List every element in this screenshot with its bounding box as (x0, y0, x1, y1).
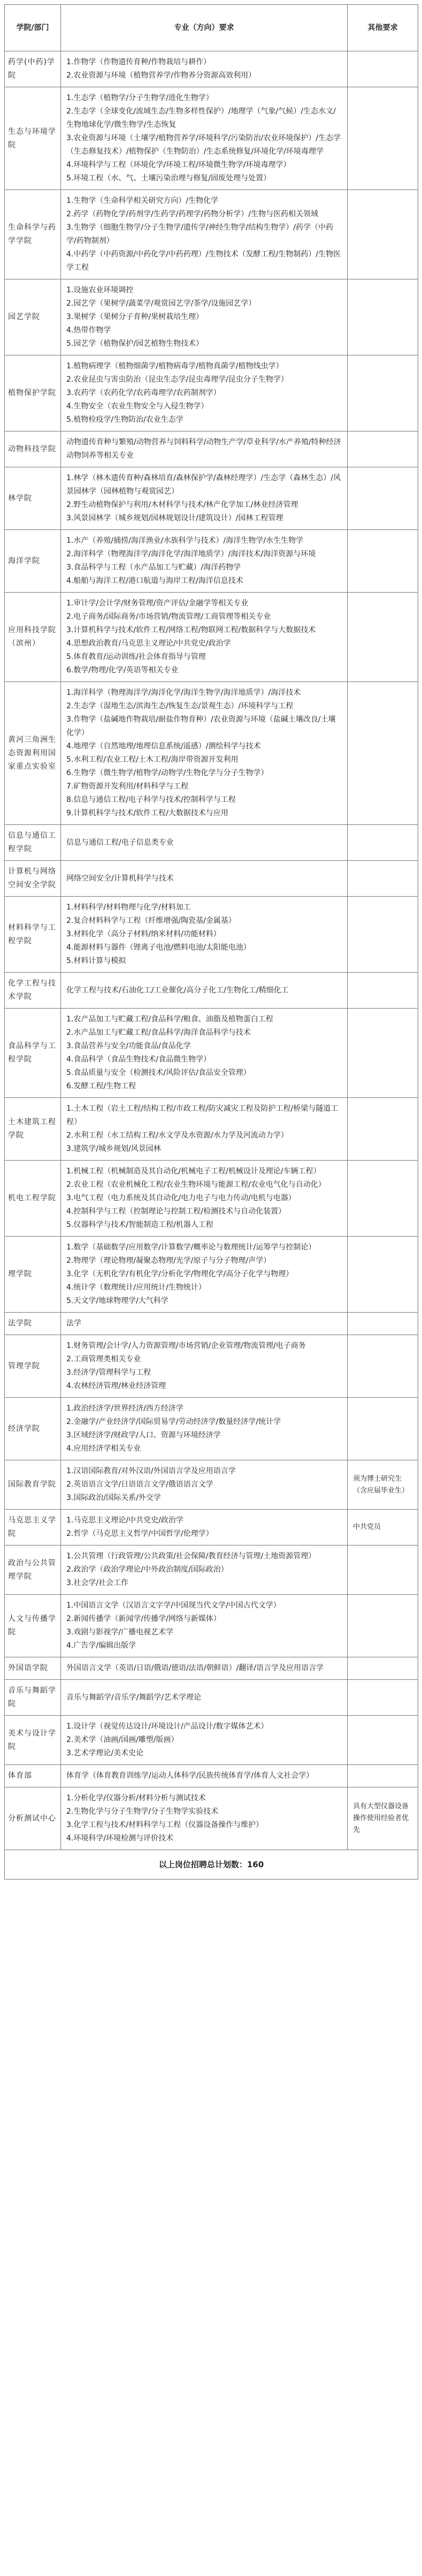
table-row (5, 1009, 418, 1098)
requirement-item: 3.风景园林学（城乡规划/园林规划设计/建筑设计）/园林工程管理 (66, 514, 283, 522)
requirement-item: 3.区域经济学/财政学/人口、资源与环境经济学 (66, 1431, 221, 1439)
requirements-cell (61, 1335, 348, 1398)
requirement-item: 5.植物检疫学/生物防治/农业生态学 (66, 415, 183, 424)
table-row (5, 1545, 418, 1595)
requirement-item: 3.食品营养与安全/功能食品/食品化学 (66, 1042, 191, 1050)
department-cell: 园艺学院 (5, 279, 61, 355)
other-requirements-cell (348, 279, 418, 355)
other-requirements-cell (348, 1161, 418, 1237)
other-requirements-cell (348, 1765, 418, 1787)
other-requirements-cell (348, 682, 418, 825)
department-cell: 应用科技学院（滨州） (5, 593, 61, 682)
requirement-item: 3.生物学（细胞生物学/分子生物学/遗传学/神经生物学/结构生物学）/药学（中药学/药物制剂） (66, 223, 333, 245)
table-row (5, 1765, 418, 1787)
header-other-requirements: 其他要求 (348, 5, 418, 51)
recruitment-table (4, 4, 418, 1880)
requirement-item: 外国语言文学（英语/日语/俄语/德语/法语/朝鲜语）/翻译/语言学及应用语言学 (66, 1664, 324, 1672)
table-row (5, 431, 418, 467)
requirement-item: 3.化学工程与技术/材料科学与工程（仪器设备操作与维护） (66, 1821, 264, 1829)
requirement-item: 1.数学（基础数学/应用数学/计算数学/概率论与数理统计/运筹学与控制论） (66, 1243, 316, 1252)
table-row (5, 355, 418, 431)
requirement-item: 2.水利工程（水工结构工程/水文学及水资源/水力学及河流动力学） (66, 1131, 288, 1140)
requirement-item: 3.经济学/管理科学与工程 (66, 1368, 151, 1377)
other-requirements-cell (348, 897, 418, 973)
requirements-cell (61, 1680, 348, 1716)
department-cell: 机电工程学院 (5, 1161, 61, 1237)
other-requirements-cell (348, 825, 418, 861)
table-row (5, 593, 418, 682)
requirement-item: 4.农林经济管理/林业经济管理 (66, 1382, 166, 1390)
requirements-cell (61, 593, 348, 682)
header-department: 学院/部门 (5, 5, 61, 51)
department-cell: 人文与传播学院 (5, 1595, 61, 1657)
requirements-cell (61, 682, 348, 825)
requirements-cell (61, 1787, 348, 1850)
requirement-item: 3.戏剧与影视学/广播电视艺术学 (66, 1628, 174, 1636)
table-row (5, 467, 418, 530)
table-row (5, 1335, 418, 1398)
department-cell: 药学(中药)学院 (5, 51, 61, 87)
requirement-item: 2.农业资源与环境（植物营养学/作物养分资源高效利用） (66, 71, 256, 80)
requirement-item: 3.化学（无机化学/有机化学/分析化学/物理化学/高分子化学与物理） (66, 1270, 294, 1278)
requirement-item: 8.信息与通信工程/电子科学与技术/控制科学与工程 (66, 795, 236, 804)
requirement-item: 5.仪器科学与技术/智能制造工程/机器人工程 (66, 1221, 213, 1229)
table-row (5, 1398, 418, 1460)
requirement-item: 5.体育教育/运动训练/社会体育指导与管理 (66, 653, 206, 661)
requirement-item: 1.作物学（作物遗传育种/作物栽培与耕作） (66, 58, 211, 66)
requirement-item: 3.艺术学理论/美术史论 (66, 1749, 144, 1757)
requirement-item: 2.物理学（理论物理/凝聚态物理/光学/原子与分子物理/声学） (66, 1256, 271, 1265)
requirement-item: 5.环境工程（水、气、土壤污染治理与修复/固废处理与处置） (66, 174, 271, 183)
requirement-item: 1.公共管理（行政管理/公共政策/社会保障/教育经济与管理/土地资源管理） (66, 1552, 316, 1560)
requirement-item: 4.食品科学（食品生物技术/食品微生物学） (66, 1055, 211, 1064)
table-row (5, 1680, 418, 1716)
table-row (5, 1237, 418, 1313)
other-requirements-cell (348, 467, 418, 530)
department-cell: 经济学院 (5, 1398, 61, 1460)
header-major-requirements: 专业（方向）要求 (61, 5, 348, 51)
requirement-item: 2.生态学（湿地生态/滨海生态/恢复生态/景观生态）/环境科学与工程 (66, 702, 294, 710)
other-requirements-cell: 中共党员 (348, 1510, 418, 1545)
department-cell: 海洋学院 (5, 530, 61, 593)
table-row (5, 1657, 418, 1680)
requirement-item: 2.复合材料科学与工程（纤维增强/陶瓷基/金属基） (66, 916, 236, 925)
requirement-item: 3.建筑学/城乡规划/风景园林 (66, 1145, 161, 1153)
other-requirements-cell (348, 1657, 418, 1680)
other-requirements-cell (348, 1680, 418, 1716)
department-cell: 信息与通信工程学院 (5, 825, 61, 861)
requirements-cell (61, 1161, 348, 1237)
requirement-item: 1.海洋科学（物理海洋学/海洋化学/海洋生物学/海洋地质学）/海洋技术 (66, 688, 301, 697)
requirement-item: 4.思想政治教育/马克思主义理论/中共党史/政治学 (66, 639, 231, 648)
table-row (5, 87, 418, 190)
requirements-cell (61, 973, 348, 1009)
department-cell: 法学院 (5, 1313, 61, 1335)
requirements-cell (61, 190, 348, 279)
other-requirements-cell (348, 1398, 418, 1460)
requirement-item: 5.水利工程/农业工程/土木工程/海岸带资源开发利用 (66, 755, 239, 764)
requirements-cell (61, 861, 348, 897)
table-row (5, 190, 418, 279)
table-row (5, 861, 418, 897)
other-requirements-cell (348, 87, 418, 190)
department-cell: 管理学院 (5, 1335, 61, 1398)
requirement-item: 4.能源材料与器件（锂离子电池/燃料电池/太阳能电池） (66, 943, 251, 952)
table-row (5, 279, 418, 355)
total-row (5, 1850, 418, 1880)
requirement-item: 4.地理学（自然地理/地理信息系统/遥感）/测绘科学与技术 (66, 742, 261, 751)
requirements-cell (61, 1595, 348, 1657)
total-plan-count: 以上岗位招聘总计划数：160 (5, 1850, 418, 1880)
requirement-item: 4.统计学（数理统计/应用统计/生物统计） (66, 1283, 206, 1292)
department-cell: 计算机与网络空间安全学院 (5, 861, 61, 897)
table-row (5, 1716, 418, 1765)
requirement-item: 2.政治学（政治学理论/中外政治制度/国际政治） (66, 1565, 228, 1574)
requirement-item: 1.农产品加工与贮藏工程/食品科学/粮食、油脂及植物蛋白工程 (66, 1015, 273, 1024)
department-cell: 生态与环境学院 (5, 87, 61, 190)
requirements-cell (61, 530, 348, 593)
requirement-item: 1.中国语言文学（汉语言文字学/中国现当代文学/中国古代文学） (66, 1601, 281, 1610)
requirement-item: 2.新闻传播学（新闻学/传播学/网络与新媒体） (66, 1615, 221, 1623)
requirement-item: 2.英语语言文学/日语语言文学/俄语语言文学 (66, 1480, 213, 1489)
requirement-item: 2.农业工程（农业机械化工程/农业生物环境与能源工程/农业电气化与自动化） (66, 1180, 326, 1189)
other-requirements-cell (348, 1716, 418, 1765)
requirements-cell (61, 467, 348, 530)
requirements-cell (61, 1009, 348, 1098)
requirement-item: 1.生物学（生命科学相关研究方向）/生物化学 (66, 196, 219, 205)
requirements-cell (61, 279, 348, 355)
requirement-item: 6.发酵工程/生物工程 (66, 1082, 136, 1090)
table-row (5, 51, 418, 87)
requirement-item: 2.哲学（马克思主义哲学/中国哲学/伦理学） (66, 1529, 213, 1538)
table-row (5, 897, 418, 973)
other-requirements-cell (348, 1595, 418, 1657)
requirement-item: 4.应用经济学相关专业 (66, 1444, 141, 1453)
table-row (5, 1098, 418, 1161)
requirement-item: 1.林学（林木遗传育种/森林培育/森林保护学/森林经理学）/生态学（森林生态）/风景园林学（园林植物与观赏园艺） (66, 474, 341, 496)
requirement-item: 1.水产（养殖/捕捞/海洋渔业/水族科学与技术）/海洋生物学/水生生物学 (66, 536, 303, 545)
table-body (5, 51, 418, 1850)
department-cell: 黄河三角洲生态资源利用国家重点实验室 (5, 682, 61, 825)
requirements-cell (61, 897, 348, 973)
requirement-item: 9.计算机科学与技术/软件工程/大数据技术与应用 (66, 809, 228, 817)
requirement-item: 2.园艺学（果树学/蔬菜学/观赏园艺学/茶学/设施园艺学） (66, 299, 256, 308)
requirement-item: 2.工商管理类相关专业 (66, 1355, 141, 1363)
requirement-item: 1.审计学/会计学/财务管理/资产评估/金融学等相关专业 (66, 599, 249, 608)
department-cell: 理学院 (5, 1237, 61, 1313)
requirement-item: 1.机械工程（机械制造及其自动化/机械电子工程/机械设计及理论/车辆工程） (66, 1167, 321, 1176)
requirement-item: 7.矿物资源开发利用/材料科学与工程 (66, 782, 189, 791)
table-row (5, 1460, 418, 1510)
requirement-item: 4.生物安全（农业生物安全与入侵生物学） (66, 402, 209, 411)
requirement-item: 6.数学/物理/化学/英语等相关专业 (66, 666, 179, 675)
requirement-item: 2.农业昆虫与害虫防治（昆虫生态学/昆虫毒理学/昆虫分子生物学） (66, 375, 288, 384)
table-row (5, 682, 418, 825)
requirement-item: 4.热带作物学 (66, 326, 111, 335)
other-requirements-cell (348, 861, 418, 897)
department-cell: 政治与公共管理学院 (5, 1545, 61, 1595)
requirement-item: 2.水产品加工与贮藏工程/食品科学/海洋食品科学与技术 (66, 1028, 251, 1037)
requirement-item: 4.控制科学与工程（控制理论与控制工程/检测技术与自动化装置） (66, 1207, 286, 1216)
requirement-item: 网络空间安全/计算机科学与技术 (66, 874, 174, 883)
requirements-cell (61, 51, 348, 87)
requirement-item: 动物遗传育种与繁殖/动物营养与饲料科学/动物生产学/草业科学/水产养殖/特种经济动物饲养等相关专业 (66, 438, 341, 460)
requirement-item: 1.材料科学/材料物理与化学/材料加工 (66, 903, 191, 912)
requirements-cell (61, 1657, 348, 1680)
department-cell: 音乐与舞蹈学院 (5, 1680, 61, 1716)
requirement-item: 4.船舶与海洋工程/港口航道与海岸工程/海洋信息技术 (66, 577, 243, 585)
table-row (5, 1510, 418, 1545)
recruitment-table-page (4, 4, 418, 2572)
requirement-item: 3.果树学（果树分子育种/果树栽培生理） (66, 313, 204, 321)
requirement-item: 2.美术学（油画/国画/雕塑/版画） (66, 1736, 179, 1744)
requirement-item: 1.生态学（植物学/分子生物学/进化生物学） (66, 94, 213, 102)
other-requirements-cell (348, 190, 418, 279)
requirement-item: 4.中药学（中药资源/中药化学/中药药理）/生物技术（发酵工程/生物制药）/生物医学工程 (66, 250, 341, 272)
requirement-item: 1.植物病理学（植物细菌学/植物病毒学/植物真菌学/植物线虫学） (66, 362, 283, 370)
department-cell: 生命科学与药学学院 (5, 190, 61, 279)
table-header-row (5, 5, 418, 51)
table-row (5, 1313, 418, 1335)
requirement-item: 1.财务管理/会计学/人力资源管理/市场营销/企业管理/物流管理/电子商务 (66, 1342, 306, 1350)
requirement-item: 3.食品科学与工程（水产品加工与贮藏）/海洋药物学 (66, 563, 241, 572)
department-cell: 动物科技学院 (5, 431, 61, 467)
department-cell: 分析测试中心 (5, 1787, 61, 1850)
requirements-cell (61, 1765, 348, 1787)
requirement-item: 4.广告学/编辑出版学 (66, 1641, 136, 1650)
requirements-cell (61, 1237, 348, 1313)
department-cell: 植物保护学院 (5, 355, 61, 431)
requirements-cell (61, 1545, 348, 1595)
department-cell: 化学工程与技术学院 (5, 973, 61, 1009)
requirement-item: 信息与通信工程/电子信息类专业 (66, 838, 174, 847)
other-requirements-cell: 须为博士研究生（含应届毕业生） (348, 1460, 418, 1510)
other-requirements-cell: 具有大型仪器设备操作使用经验者优先 (348, 1787, 418, 1850)
requirement-item: 3.电气工程（电力系统及其自动化/电力电子与电力传动/电机与电器） (66, 1194, 296, 1202)
requirement-item: 体育学（体育教育训练学/运动人体科学/民族传统体育学/体育人文社会学） (66, 1771, 314, 1780)
requirement-item: 1.政治经济学/世界经济/西方经济学 (66, 1404, 183, 1413)
table-row (5, 1787, 418, 1850)
department-cell: 国际教育学院 (5, 1460, 61, 1510)
requirements-cell (61, 1398, 348, 1460)
requirement-item: 1.马克思主义理论/中共党史/政治学 (66, 1516, 183, 1525)
requirement-item: 5.天文学/地球物理学/大气科学 (66, 1297, 168, 1305)
other-requirements-cell (348, 1009, 418, 1098)
requirement-item: 5.食品质量与安全（检测技术/风险评估/食品安全管理） (66, 1069, 251, 1077)
requirements-cell (61, 355, 348, 431)
requirement-item: 3.社会学/社会工作 (66, 1579, 129, 1587)
requirements-cell (61, 1313, 348, 1335)
requirement-item: 3.作物学（盐碱地作物栽培/耐盐作物育种）/农业资源与环境（盐碱土壤改良/土壤化学） (66, 715, 336, 737)
other-requirements-cell (348, 973, 418, 1009)
requirements-cell (61, 825, 348, 861)
requirements-cell (61, 1460, 348, 1510)
requirements-cell (61, 87, 348, 190)
other-requirements-cell (348, 593, 418, 682)
requirement-item: 音乐与舞蹈学/音乐学/舞蹈学/艺术学理论 (66, 1693, 202, 1702)
other-requirements-cell (348, 1545, 418, 1595)
requirements-cell (61, 431, 348, 467)
requirements-cell (61, 1098, 348, 1161)
department-cell: 林学院 (5, 467, 61, 530)
table-row (5, 530, 418, 593)
requirement-item: 2.金融学/产业经济学/国际贸易学/劳动经济学/数量经济学/统计学 (66, 1418, 281, 1426)
table-row (5, 1161, 418, 1237)
requirement-item: 化学工程与技术/石油化工/工业催化/高分子化工/生物化工/精细化工 (66, 986, 289, 995)
requirement-item: 1.分析化学/仪器分析/材料分析与测试技术 (66, 1794, 206, 1802)
requirement-item: 4.环境科学与工程（环境化学/环境工程/环境微生物学/环境毒理学） (66, 161, 291, 169)
requirement-item: 1.设施农业环境调控 (66, 286, 134, 294)
requirement-item: 2.野生动植物保护与利用/木材科学与技术/林产化学加工/林业经济管理 (66, 501, 298, 509)
table-row (5, 825, 418, 861)
requirement-item: 5.材料计算与模拟 (66, 957, 126, 965)
department-cell: 体育部 (5, 1765, 61, 1787)
table-row (5, 973, 418, 1009)
department-cell: 美术与设计学院 (5, 1716, 61, 1765)
other-requirements-cell (348, 431, 418, 467)
requirements-cell (61, 1716, 348, 1765)
department-cell: 外国语学院 (5, 1657, 61, 1680)
requirement-item: 3.计算机科学与技术/软件工程/网络工程/物联网工程/数据科学与大数据技术 (66, 626, 316, 634)
requirement-item: 3.材料化学（高分子材料/纳米材料/功能材料） (66, 930, 221, 938)
requirement-item: 2.海洋科学（物理海洋学/海洋化学/海洋地质学）/海洋技术/海洋资源与环境 (66, 550, 316, 558)
department-cell: 土木建筑工程学院 (5, 1098, 61, 1161)
requirement-item: 2.生物化学与分子生物学/分子生物学实验技术 (66, 1807, 219, 1816)
requirement-item: 3.农业资源与环境（土壤学/植物营养学/环境科学/污染防治/农业环境保护）/生态学（生态修复技术）/植物保护（生物防治）/生态系统修复/环境化学/环境毒理学 (66, 134, 341, 156)
department-cell: 马克思主义学院 (5, 1510, 61, 1545)
department-cell: 材料科学与工程学院 (5, 897, 61, 973)
requirement-item: 1.汉语国际教育/对外汉语/外国语言学及应用语言学 (66, 1467, 236, 1475)
other-requirements-cell (348, 530, 418, 593)
requirement-item: 1.设计学（视觉传达设计/环境设计/产品设计/数字媒体艺术） (66, 1722, 268, 1731)
requirement-item: 2.电子商务/国际商务/市场营销/物流管理/工商管理等相关专业 (66, 612, 271, 621)
requirement-item: 1.土木工程（岩土工程/结构工程/市政工程/防灾减灾工程及防护工程/桥梁与隧道工程） (66, 1104, 339, 1126)
requirement-item: 4.环境科学/环境检测与评价技术 (66, 1834, 174, 1843)
other-requirements-cell (348, 1237, 418, 1313)
other-requirements-cell (348, 355, 418, 431)
other-requirements-cell (348, 1313, 418, 1335)
requirement-item: 6.生物学（微生物学/植物学/动物学/生物化学与分子生物学） (66, 769, 268, 777)
other-requirements-cell (348, 1098, 418, 1161)
requirement-item: 5.园艺学（植物保护/园艺植物生物技术） (66, 339, 204, 348)
requirement-item: 法学 (66, 1319, 81, 1328)
requirements-cell (61, 1510, 348, 1545)
requirement-item: 3.农药学（农药化学/农药毒理学/农药制剂学） (66, 389, 221, 397)
other-requirements-cell (348, 51, 418, 87)
table-row (5, 1595, 418, 1657)
requirement-item: 2.生态学（全球变化/流域生态/生物多样性保护）/地理学（气象/气候）/生态水文/生物地球化学/微生物学/生态恢复 (66, 107, 336, 129)
requirement-item: 2.药学（药物化学/药剂学/生药学/药理学/药物分析学）/生物与医药相关领域 (66, 210, 318, 218)
other-requirements-cell (348, 1335, 418, 1398)
department-cell: 食品科学与工程学院 (5, 1009, 61, 1098)
requirement-item: 3.国际政治/国际关系/外交学 (66, 1494, 161, 1502)
